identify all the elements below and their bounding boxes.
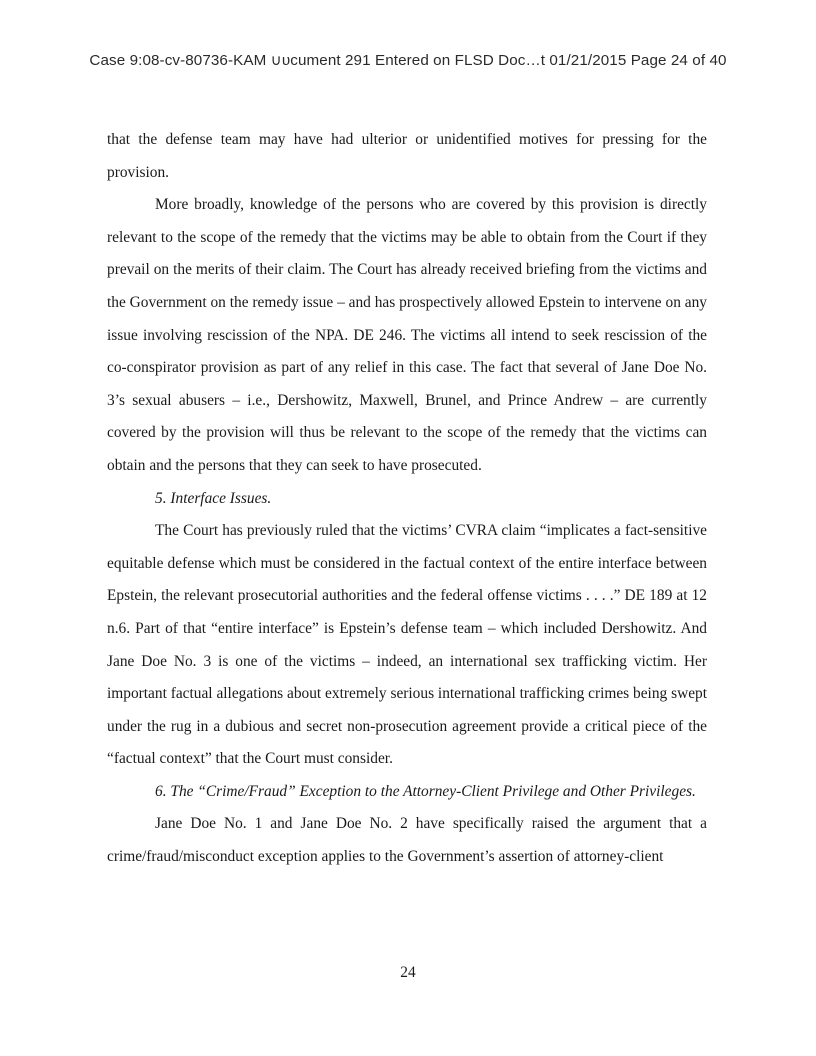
page-number: 24 xyxy=(400,964,416,981)
document-body xyxy=(107,124,707,874)
section-heading-interface-issues: 5. Interface Issues. xyxy=(155,489,272,507)
case-header: Case 9:08-cv-80736-KAM ∪υcument 291 Entered on FLSD Doc…t 01/21/2015 Page 24 of 40 xyxy=(89,52,727,69)
section-heading-crime-fraud: 6. The “Crime/Fraud” Exception to the Attorney-Client Privilege and Other Privileges. xyxy=(155,782,696,800)
paragraph-interface: The Court has previously ruled that the victims’ CVRA claim “implicates a fact-sensitive equitable defense which must be considered in the factual context of the entire interface between Epstein, the relevant prosecutorial authorities and the federal offense victims . . . .” DE 189 at 12 n.6. Part of that “entire interface” is Epstein’s defense team – which included Dershowitz. And Jane Doe No. 3 is one of the victims – indeed, an international sex trafficking victim. Her important factual allegations about extremely serious international trafficking crimes being swept under the rug in a dubious and secret non-prosecution agreement provide a critical piece of the “factual context” that the Court must consider. xyxy=(107,522,707,768)
paragraph-continuation: that the defense team may have had ulterior or unidentified motives for pressing for the provision. xyxy=(107,131,707,181)
paragraph-crime-fraud: Jane Doe No. 1 and Jane Doe No. 2 have specifically raised the argument that a crime/fraud/misconduct exception applies to the Government’s assertion of attorney-client xyxy=(107,815,707,866)
paragraph-remedy-scope: More broadly, knowledge of the persons who are covered by this provision is directly relevant to the scope of the remedy that the victims may be able to obtain from the Court if they prevail on the merits of their claim. The Court has already received briefing from the victims and the Government on the remedy issue – and has prospectively allowed Epstein to intervene on any issue involving rescission of the NPA. DE 246. The victims all intend to seek rescission of the co-conspirator provision as part of any relief in this case. The fact that several of Jane Doe No. 3’s sexual abusers – i.e., Dershowitz, Maxwell, Brunel, and Prince Andrew – are currently covered by the provision will thus be relevant to the scope of the remedy that the victims can obtain and the persons that they can seek to have prosecuted. xyxy=(107,196,707,474)
